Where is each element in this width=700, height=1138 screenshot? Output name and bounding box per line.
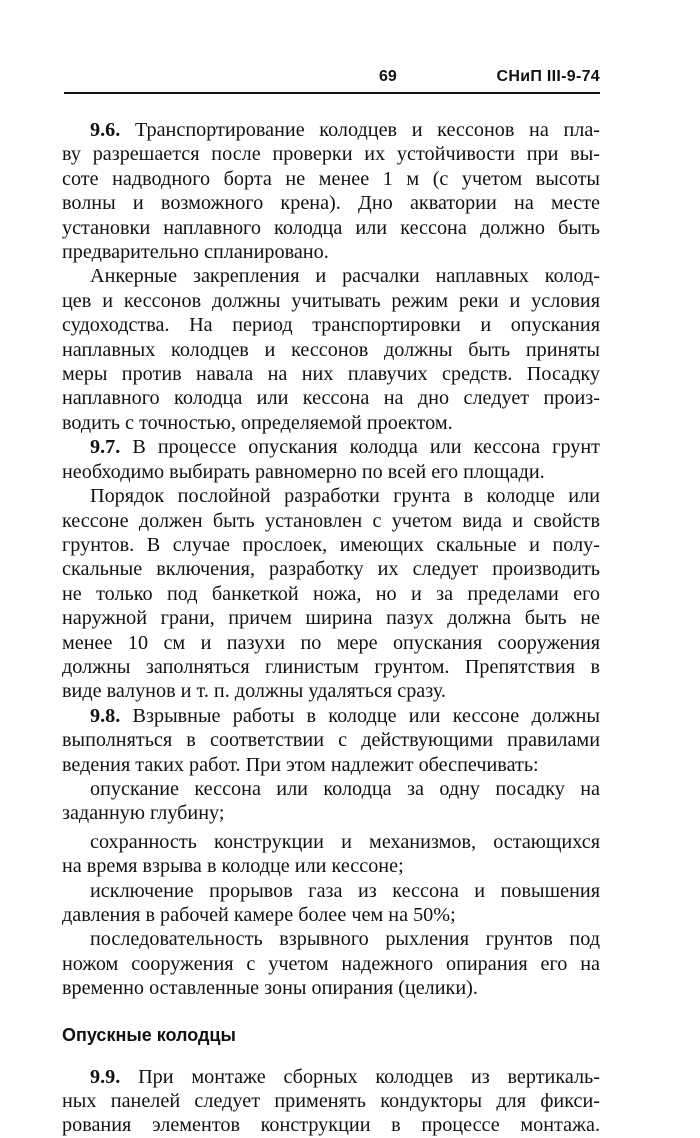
text-line: ных панелей следует применять кондукторы для фикси- (62, 1090, 600, 1113)
text-line: должны заполняться глинистым грунтом. Препятствия в (62, 655, 600, 678)
text-line: наружной грани, причем ширина пазух должна быть не (62, 607, 600, 630)
text-line: давления в рабочей камере более чем на 50%; (62, 904, 456, 926)
clause-number: 9.6. (90, 119, 121, 141)
text-line: водить с точностью, определяемой проектом. (62, 411, 453, 434)
text-line: последовательность взрывного рыхления грунтов под (90, 928, 600, 951)
text-line: цев и кессонов должны учитывать режим реки и условия (62, 289, 600, 312)
text-line: виде валунов и т. п. должны удаляться сразу. (62, 680, 446, 703)
text-line: временно оставленные зоны опирания (целики). (62, 977, 478, 1000)
paragraph-9-6-continued (62, 264, 600, 435)
paragraph-9-7 (62, 435, 600, 484)
requirements-list (62, 777, 600, 1001)
text-line: ву разрешается после проверки их устойчивости при вы- (62, 143, 600, 166)
text-line: 9.7. В процессе опускания колодца или кессона грунт (90, 436, 600, 459)
text-line: 9.9. При монтаже сборных колодцев из вертикаль- (90, 1065, 600, 1088)
text-line: выполняться в соответствии с действующими правилами (62, 729, 600, 752)
clause-number: 9.8. (90, 704, 121, 727)
page-number: 69 (379, 68, 397, 85)
page-body (62, 118, 600, 1138)
text-line: судоходства. На период транспортировки и опускания (62, 314, 600, 337)
text-line: предварительно спланировано. (62, 241, 329, 264)
clause-number: 9.9. (90, 1065, 121, 1088)
text-line: грунтов. В случае прослоек, имеющих скальные и полу- (62, 533, 600, 556)
text-line: ведения таких работ. При этом надлежит обеспечивать: (62, 753, 539, 776)
text-line: необходимо выбирать равномерно по всей его площади. (62, 460, 545, 483)
list-item (62, 879, 600, 928)
text-line: кессоне должен быть установлен с учетом вида и свойств (62, 509, 600, 532)
clause-number: 9.7. (90, 436, 121, 459)
paragraph-9-8 (62, 704, 600, 777)
page-header (64, 62, 600, 94)
text-line: сохранность конструкции и механизмов, остающихся (90, 830, 600, 853)
text-line: опускание кессона или колодца за одну посадку на (90, 777, 600, 800)
paragraph-9-9 (62, 1065, 600, 1138)
text-line: соте надводного борта не менее 1 м (с учетом высоты (62, 167, 600, 190)
text-line: ножом сооружения с учетом надежного опирания его на (62, 952, 600, 975)
text-line: наплавных колодцев и кессонов должны быть приняты (62, 338, 600, 361)
list-item (62, 830, 600, 879)
text-line: наплавного колодца или кессона на дно следует произ- (62, 387, 600, 410)
text-line: скальные включения, разработку их следует производить (62, 558, 600, 581)
text-line: заданную глубину; (62, 802, 225, 825)
paragraph-9-6 (62, 118, 600, 264)
list-item (62, 777, 600, 826)
text-line: меры против навала на них плавучих средств. Посадку (62, 363, 600, 386)
text-line: Анкерные закрепления и расчалки наплавных колод- (90, 265, 600, 288)
text-line: не только под банкеткой ножа, но и за пределами его (62, 582, 600, 605)
section-title: Опускные колодцы (62, 1024, 236, 1045)
text-line: на время взрыва в колодце или кессоне; (62, 855, 404, 878)
list-item (62, 927, 600, 1000)
text-line: Порядок послойной разработки грунта в колодце или (90, 485, 600, 508)
document-code: СНиП III-9-74 (496, 68, 600, 85)
paragraph-9-7-continued (62, 484, 600, 704)
text-line: менее 10 см и пазухи по мере опускания сооружения (62, 631, 600, 654)
text-line: рования элементов конструкции в процессе монтажа. (62, 1114, 600, 1137)
text-line: исключение прорывов газа из кессона и повышения (90, 879, 600, 902)
text-line: установки наплавного колодца или кессона должно быть (62, 216, 600, 239)
text-line: 9.8. Взрывные работы в колодце или кессоне должны (90, 704, 600, 727)
text-line: волны и возможного крена). Дно акватории на месте (62, 192, 600, 215)
text-line: 9.6. Транспортирование колодцев и кессонов на пла- (90, 119, 601, 141)
